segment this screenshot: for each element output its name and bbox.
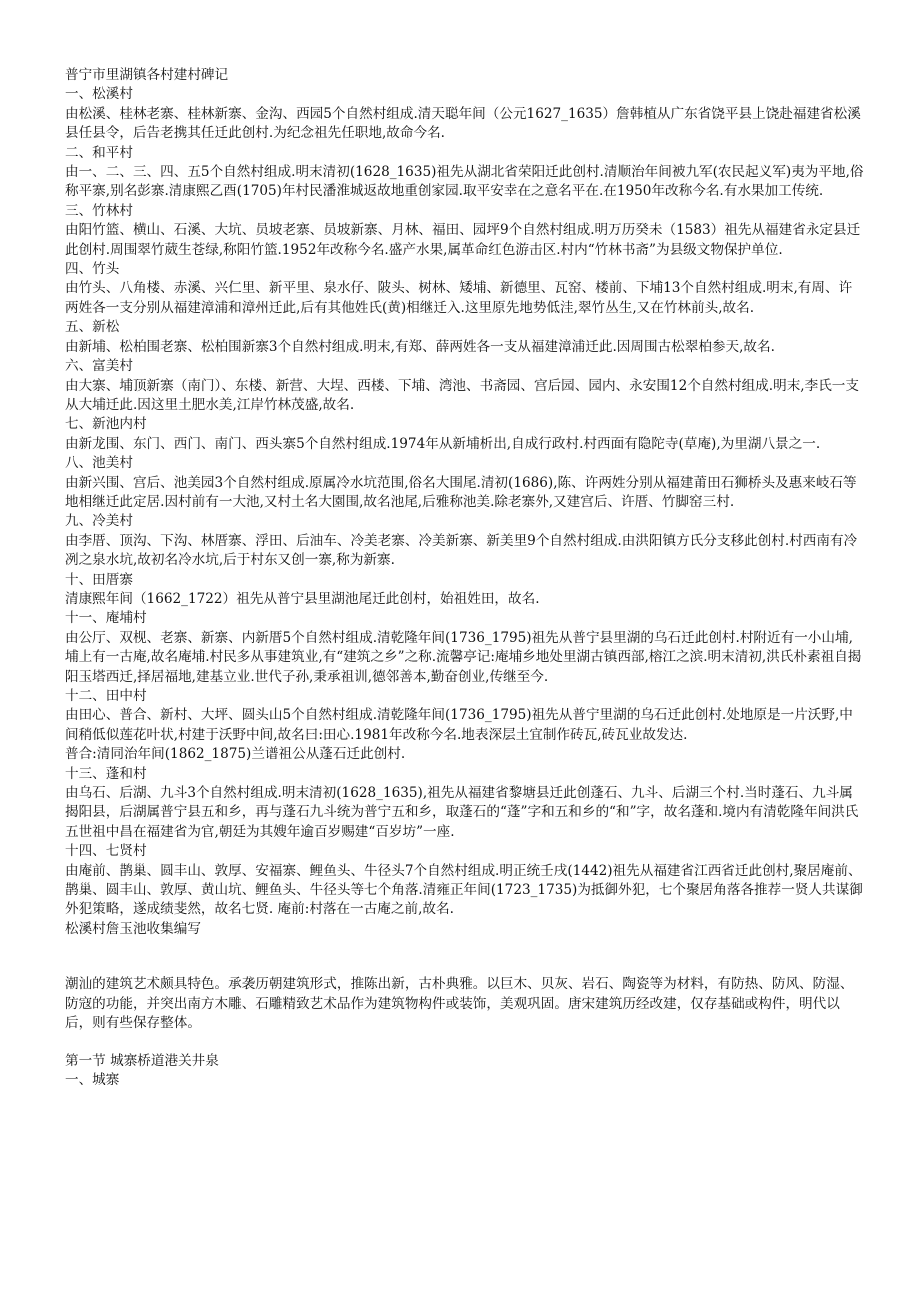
village-heading: 一、松溪村 <box>65 86 133 103</box>
author-credit: 松溪村詹玉池收集编写 <box>65 920 201 937</box>
village-heading: 十一、庵埔村 <box>65 610 147 627</box>
village-heading: 九、冷美村 <box>65 513 133 530</box>
village-description: 由竹头、八角楼、赤溪、兴仁里、新平里、泉水仔、陂头、树林、矮埔、新德里、瓦窑、楼前、下埔13个自然村组成.明末,有周、许两姓各一支分别从福建漳浦和漳州迁此,后有其他姓氏(黄)相继迁入.这里原先地势低洼,翠竹丛生,又在竹林前头,故名. <box>65 280 853 316</box>
section-title: 第一节 城寨桥道港关井泉 <box>65 1052 219 1069</box>
village-description: 由李厝、顶沟、下沟、林厝寨、浮田、后油车、冷美老寨、冷美新寨、新美里9个自然村组成.由洪阳镇方氏分支移此创村.村西南有冷冽之泉水坑,故初名冷水坑,后于村东又创一寨,称为新寨. <box>65 532 858 569</box>
village-heading: 三、竹林村 <box>65 202 133 219</box>
village-heading: 七、新池内村 <box>65 416 147 433</box>
document-page <box>65 66 865 1090</box>
village-heading: 二、和平村 <box>65 144 133 161</box>
village-list <box>65 85 865 919</box>
village-description: 清康熙年间（1662_1722）祖先从普宁县里湖池尾迁此创村，始祖姓田，故名. <box>65 590 540 607</box>
village-description: 由阳竹篮、横山、石溪、大坑、员坡老寨、员坡新寨、月林、福田、园坪9个自然村组成.明万历癸未（1583）祖先从福建省永定县迁此创村.周围翠竹葳生苍绿,称阳竹篮.1952年改称今名.盛产水果,属革命红色游击区.村内“竹林书斋”为县级文物保护单位. <box>65 222 861 258</box>
village-description: 普合:清同治年间(1862_1875)兰谱祖公从蓬石迁此创村. <box>65 746 406 763</box>
village-heading: 六、富美村 <box>65 358 133 375</box>
village-heading: 十四、七贤村 <box>65 843 147 860</box>
village-description: 由新埔、松柏围老寨、松柏围新寨3个自然村组成.明末,有郑、薛两姓各一支从福建漳浦迁此.因周围古松翠柏参天,故名. <box>65 338 775 355</box>
village-heading: 十三、蓬和村 <box>65 765 147 782</box>
village-description: 由一、二、三、四、五5个自然村组成.明末清初(1628_1635)祖先从湖北省荣阳迁此创村.清顺治年间被九军(农民起义军)夷为平地,俗称平寨,别名彭寨.清康熙乙酉(1705)年村民潘淮城返故地重创家园.取平安幸在之意名平在.在1950年改称今名.有水果加工传统. <box>65 164 864 200</box>
document-title: 普宁市里湖镇各村建村碑记 <box>65 67 229 83</box>
village-heading: 十二、田中村 <box>65 688 147 704</box>
spacer <box>65 939 865 975</box>
village-description: 由新兴围、宫后、池美园3个自然村组成.原属冷水坑范围,俗名大围尾.清初(1686),陈、许两姓分别从福建莆田石狮桥头及惠来岐石等地相继迁此定居.因村前有一大池,又村土名大園围,故名池尾,后雅称池美.除老寨外,又建宫后、许厝、竹脚窑三村. <box>65 474 857 510</box>
village-description: 由公厅、双枧、老寨、新寨、内新厝5个自然村组成.清乾隆年间(1736_1795)祖先从普宁县里湖的乌石迁此创村.村附近有一小山埔,埔上有一古庵,故名庵埔.村民多从事建筑业,有“建筑之乡”之称.流馨亭记:庵埔乡地处里湖古镇西部,榕江之滨.明末清初,洪氏朴素祖自揭阳玉塔西迁,择居福地,建基立业.世代子孙,秉承祖训,德邻善本,勤奋创业,传继至今. <box>65 629 862 685</box>
village-heading: 四、竹头 <box>65 261 120 278</box>
village-description: 由庵前、鹊巢、圆丰山、敦厚、安福寨、鲤鱼头、牛径头7个自然村组成.明正统壬戌(1442)祖先从福建省江西省迁此创村,聚居庵前、鹊巢、圆丰山、敦厚、黄山坑、鲤鱼头、牛径头等七个角落.清雍正年间(1723_1735)为抵御外犯，七个聚居角落各推荐一贤人共谋御外犯策略，遂成绩斐然，故名七贤. 庵前:村落在一古庵之前,故名. <box>65 862 863 918</box>
village-description: 由松溪、桂林老寨、桂林新寨、金沟、西园5个自然村组成.清天聪年间（公元1627_1635）詹韩植从广东省饶平县上饶赴福建省松溪县任县令，后告老携其任迁此创村.为纪念祖先任职地,故命今名. <box>65 105 861 142</box>
village-heading: 五、新松 <box>65 319 120 336</box>
village-description: 由田心、普合、新村、大坪、圆头山5个自然村组成.清乾隆年间(1736_1795)祖先从普宁里湖的乌石迁此创村.处地原是一片沃野,中间稍低似莲花叶状,村建于沃野中间,故名曰:田心.1981年改称今名.地表深层土宜制作砖瓦,砖瓦业故发达. <box>65 707 853 743</box>
village-description: 由新龙围、东门、西门、南门、西头寨5个自然村组成.1974年从新埔析出,自成行政村.村西面有隐陀寺(草庵),为里湖八景之一. <box>65 435 821 452</box>
subsection-title: 一、城寨 <box>65 1071 120 1088</box>
village-description: 由大寨、埔顶新寨（南门）、东楼、新营、大埕、西楼、下埔、湾池、书斋园、宫后园、园内、永安围12个自然村组成.明末,李氏一支从大埔迁此.因这里土肥水美,江岸竹林茂盛,故名. <box>65 377 859 413</box>
spacer <box>65 1034 865 1052</box>
village-heading: 八、池美村 <box>65 455 133 472</box>
village-description: 由乌石、后湖、九斗3个自然村组成.明末清初(1628_1635),祖先从福建省黎塘县迁此创蓬石、九斗、后湖三个村.当时蓬石、九斗属揭阳县，后湖属普宁县五和乡，再与蓬石九斗统为普宁五和乡，取蓬石的“蓬”字和五和乡的“和”字，故名蓬和.境内有清乾隆年间洪氏五世祖中昌在福建省为官,朝廷为其嫂年逾百岁赐建“百岁坊”一座. <box>65 785 859 840</box>
village-heading: 十、田厝寨 <box>65 571 133 588</box>
architecture-paragraph: 潮汕的建筑艺术颇具特色。承袭历朝建筑形式，推陈出新，古朴典雅。以巨木、贝灰、岩石、陶瓷等为材料，有防热、防风、防湿、防寇的功能，并突出南方木雕、石雕精致艺术品作为建筑物构件或装饰，美观巩固。唐宋建筑历经改建，仅存基础或构件，明代以后，则有些保存整体。 <box>65 976 854 1032</box>
